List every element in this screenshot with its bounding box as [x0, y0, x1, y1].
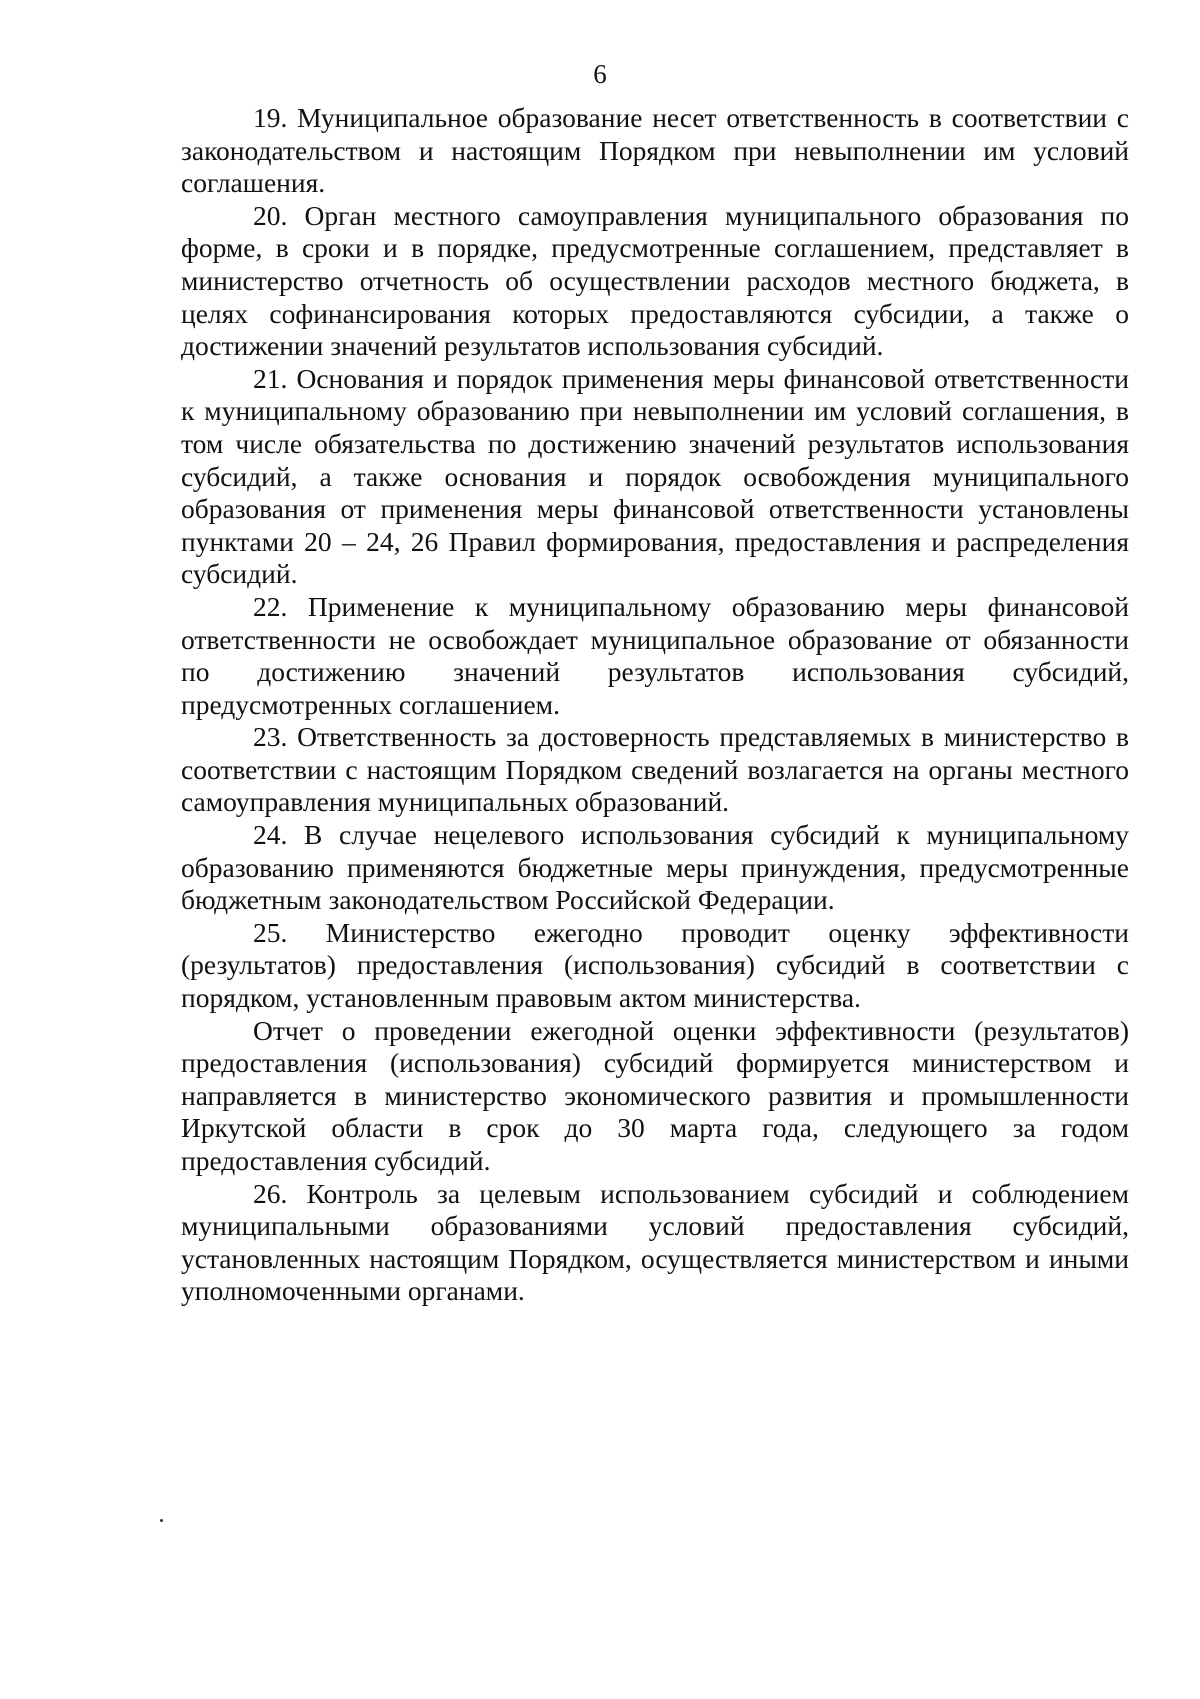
scan-speck	[160, 1519, 163, 1522]
paragraph-21: 21. Основания и порядок применения меры финансовой ответственности к муниципальному образованию при невыполнении им условий соглашения, в том числе обязательства по достижению значений результатов использования субсидий, а также основания и порядок освобождения муниципального образования от применения меры финансовой ответственности установлены пунктами 20 – 24, 26 Правил формирования, предоставления и распределения субсидий.	[181, 362, 1129, 590]
paragraph-26: 26. Контроль за целевым использованием субсидий и соблюдением муниципальными образованиями условий предоставления субсидий, установленных настоящим Порядком, осуществляется министерством и иными уполномоченными органами.	[181, 1177, 1129, 1307]
paragraph-20: 20. Орган местного самоуправления муниципального образования по форме, в сроки и в порядке, предусмотренные соглашением, представляет в министерство отчетность об осуществлении расходов местного бюджета, в целях софинансирования которых предоставляются субсидии, а также о достижении значений результатов использования субсидий.	[181, 199, 1129, 362]
document-body	[181, 102, 1129, 1308]
paragraph-24: 24. В случае нецелевого использования субсидий к муниципальному образованию применяются бюджетные меры принуждения, предусмотренные бюджетным законодательством Российской Федерации.	[181, 819, 1129, 916]
paragraph-25-report: Отчет о проведении ежегодной оценки эффективности (результатов) предоставления (использования) субсидий формируется министерством и направляется в министерство экономического развития и промышленности Иркутской области в срок до 30 марта года, следующего за годом предоставления субсидий.	[181, 1014, 1129, 1176]
page-number: 6	[593, 59, 607, 89]
paragraph-22: 22. Применение к муниципальному образованию меры финансовой ответственности не освобождает муниципальное образование от обязанности по достижению значений результатов использования субсидий, предусмотренных соглашением.	[181, 590, 1129, 720]
paragraph-23: 23. Ответственность за достоверность представляемых в министерство в соответствии с настоящим Порядком сведений возлагается на органы местного самоуправления муниципальных образований.	[181, 721, 1129, 818]
paragraph-25: 25. Министерство ежегодно проводит оценку эффективности (результатов) предоставления (использования) субсидий в соответствии с порядком, установленным правовым актом министерства.	[181, 916, 1129, 1014]
paragraph-19: 19. Муниципальное образование несет ответственность в соответствии с законодательством и настоящим Порядком при невыполнении им условий соглашения.	[181, 102, 1129, 199]
